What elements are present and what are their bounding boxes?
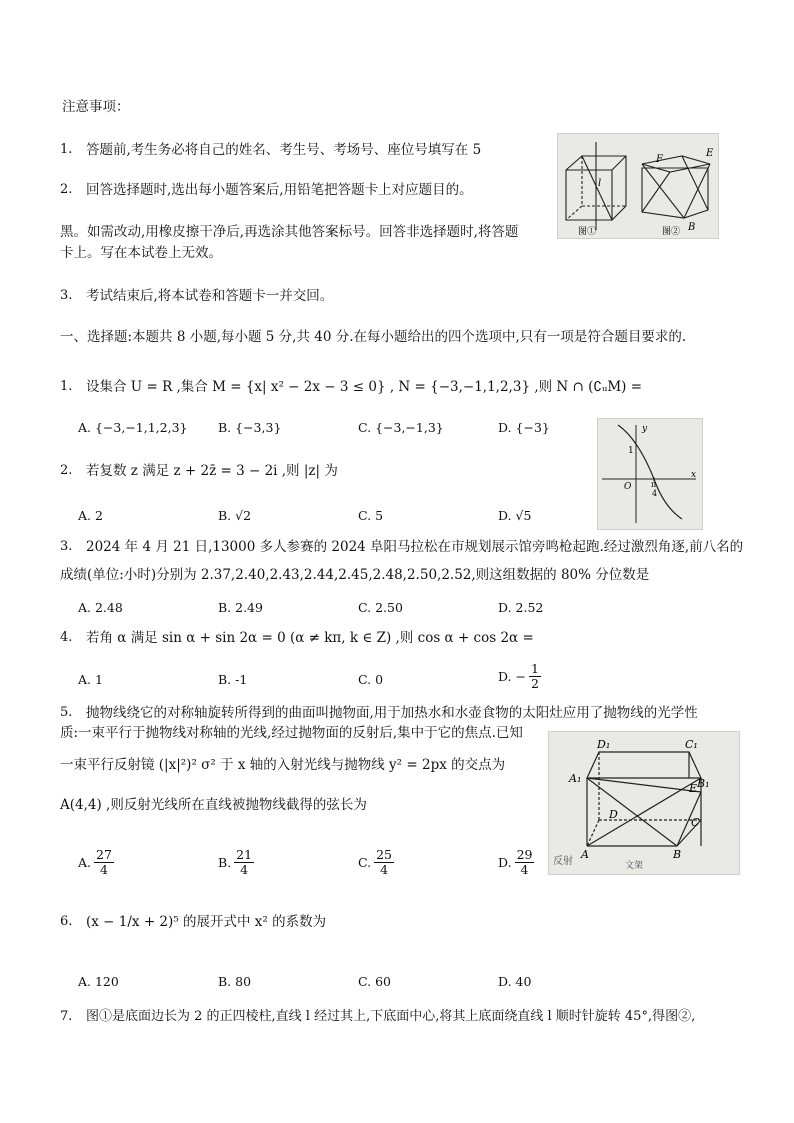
option-d	[498, 848, 534, 877]
question-stem: 抛物线绕它的对称轴旋转所得到的曲面叫抛物面,用于加热水和水壶食物的太阳灶应用了抛物线的光学性	[86, 705, 698, 721]
figure-2-caption: 图②	[662, 227, 681, 237]
origin-label: O	[624, 482, 632, 492]
question-stem-line3: 一束平行反射镜 (|x|²)² σ² 于 x 轴的入射光线与抛物线 y² = 2px 的交点为	[60, 757, 506, 773]
question-stem: 设集合 U = R ,集合 M = {x| x² − 2x − 3 ≤ 0} , N = {−3,−1,1,2,3} ,则 N ∩ (∁ᵤM) =	[86, 379, 643, 395]
fraction	[234, 848, 254, 877]
option-c	[358, 848, 394, 877]
label-a1: A₁	[569, 772, 582, 785]
option-d: D. 40	[498, 974, 532, 989]
option-a: A. 120	[78, 974, 119, 989]
option-a: A. 1	[78, 672, 103, 687]
prism-figure-svg	[558, 134, 718, 238]
question-number: 3.	[60, 539, 73, 554]
axis-y-label: y	[642, 424, 648, 434]
notice-item-num: 2.	[60, 182, 73, 197]
option-a	[78, 848, 114, 877]
line-l-label: l	[598, 178, 602, 189]
option-b: B. √2	[218, 508, 252, 523]
question-number: 5.	[60, 705, 73, 720]
notice-item: 卡上。写在本试卷上无效。	[60, 245, 222, 261]
label-d: D	[609, 808, 618, 821]
question-stem-line4: A(4,4) ,则反射光线所在直线被抛物线截得的弦长为	[60, 797, 367, 813]
fraction-numerator: 29	[516, 847, 533, 862]
point-b-label: B	[688, 222, 696, 233]
notice-item: 考试结束后,将本试卷和答题卡一并交回。	[86, 288, 334, 304]
option-c: C. 0	[358, 672, 384, 687]
prism-figure	[557, 133, 719, 239]
question-number: 1.	[60, 379, 73, 394]
option-c: C. {−3,−1,3}	[358, 420, 444, 435]
notice-item: 黑。如需改动,用橡皮擦干净后,再选涂其他答案标号。回答非选择题时,将答题	[60, 224, 519, 240]
function-graph-svg	[598, 419, 702, 529]
notice-item-num: 3.	[60, 288, 73, 303]
fraction	[529, 662, 541, 691]
question-number: 2.	[60, 463, 73, 478]
option-a: A. {−3,−1,1,2,3}	[78, 420, 188, 435]
option-b: B. {−3,3}	[218, 420, 282, 435]
label-b1: B₁	[697, 777, 710, 790]
label-a: A	[581, 848, 589, 861]
option-d: D. {−3}	[498, 420, 550, 435]
section-heading: 一、选择题:本题共 8 小题,每小题 5 分,共 40 分.在每小题给出的四个选项中,只有一项是符合题目要求的.	[60, 329, 687, 345]
tick-pi-label: π	[651, 480, 657, 489]
fraction-numerator: 21	[236, 847, 253, 862]
axis-x-label: x	[691, 470, 697, 480]
fraction-denominator: 4	[520, 862, 529, 877]
tick-four-label: 4	[652, 489, 658, 498]
option-b: B. 2.49	[218, 600, 263, 615]
option-c-label: C.	[358, 854, 372, 870]
option-c: C. 60	[358, 974, 391, 989]
notice-item: 回答选择题时,选出每小题答案后,用铅笔把答题卡上对应题目的。	[86, 182, 473, 198]
question-number: 4.	[60, 630, 73, 645]
option-d-label: D.	[498, 854, 512, 870]
option-b-label: B.	[218, 854, 232, 870]
fraction-numerator: 1	[531, 661, 539, 676]
question-number: 6.	[60, 914, 73, 929]
fraction-denominator: 4	[99, 862, 108, 877]
label-c: C	[691, 816, 700, 829]
fraction-numerator: 25	[376, 847, 392, 862]
label-d1: D₁	[597, 738, 611, 751]
notice-item: 答题前,考生务必将自己的姓名、考生号、考场号、座位号填写在 5	[86, 142, 482, 158]
fraction-denominator: 2	[531, 676, 539, 691]
point-f-label: F	[656, 154, 663, 165]
option-c: C. 5	[358, 508, 384, 523]
question-stem-line2: 成绩(单位:小时)分别为 2.37,2.40,2.43,2.44,2.45,2.48,2.50,2.52,则这组数据的 80% 分位数是	[60, 567, 650, 583]
option-a: A. 2.48	[78, 600, 123, 615]
question-stem: 2024 年 4 月 21 日,13000 多人参赛的 2024 阜阳马拉松在市规划展示馆旁鸣枪起跑.经过激烈角逐,前八名的	[86, 539, 744, 555]
option-b: B. -1	[218, 672, 248, 687]
fraction-numerator: 27	[96, 847, 112, 862]
question-number: 7.	[60, 1009, 73, 1024]
figure-caption-fragment-2: 文架	[625, 861, 644, 871]
tick-one-label: 1	[628, 446, 634, 456]
question-stem: (x − 1/x + 2)⁵ 的展开式中 x² 的系数为	[86, 914, 327, 930]
option-d: D. 2.52	[498, 600, 544, 615]
label-e: E	[689, 782, 698, 795]
question-stem: 若复数 z 满足 z + 2z̄ = 3 − 2i ,则 |z| 为	[86, 463, 338, 479]
fraction-denominator: 4	[380, 862, 389, 877]
label-b: B	[673, 848, 682, 861]
notice-title: 注意事项：	[62, 99, 130, 115]
fraction	[94, 848, 114, 877]
option-d: D. √5	[498, 508, 532, 523]
point-e-label: E	[706, 148, 714, 159]
figure-caption-fragment: 反射	[553, 856, 573, 867]
figure-1-caption: 图①	[578, 227, 597, 237]
option-c: C. 2.50	[358, 600, 403, 615]
question-stem: 若角 α 满足 sin α + sin 2α = 0 (α ≠ kπ, k ∈ Z) ,则 cos α + cos 2α =	[86, 630, 534, 646]
function-graph	[597, 418, 703, 530]
fraction	[374, 848, 394, 877]
option-d	[498, 662, 541, 691]
question-stem: 图①是底面边长为 2 的正四棱柱,直线 l 经过其上,下底面中心,将其上底面绕直线 l 顺时针旋转 45°,得图②,	[86, 1009, 696, 1024]
cuboid-figure-svg	[549, 732, 739, 874]
option-d-label: D. −	[498, 668, 526, 684]
cuboid-figure	[548, 731, 740, 875]
label-c1: C₁	[685, 738, 698, 751]
fraction	[515, 848, 535, 877]
notice-item-num: 1.	[60, 142, 73, 157]
fraction-denominator: 4	[240, 862, 249, 877]
option-a-label: A.	[78, 854, 92, 870]
option-b: B. 80	[218, 974, 252, 989]
question-stem-line2: 质:一束平行于抛物线对称轴的光线,经过抛物面的反射后,集中于它的焦点.已知	[60, 725, 523, 741]
option-a: A. 2	[78, 508, 103, 523]
option-b	[218, 848, 254, 877]
